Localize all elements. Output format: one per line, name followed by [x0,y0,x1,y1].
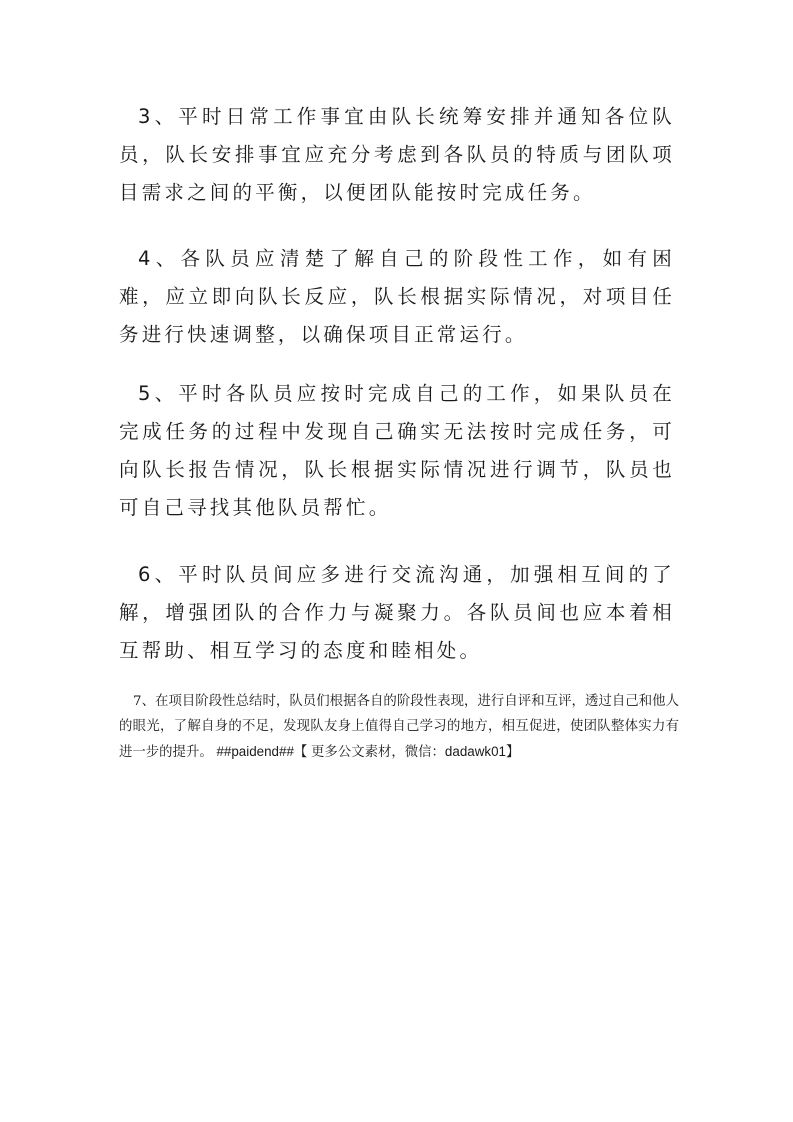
paragraph-item-4: 4、各队员应清楚了解自己的阶段性工作，如有困难，应立即向队长反应，队长根据实际情况，对项目任务进行快速调整，以确保项目正常运行。 [119,247,675,346]
paragraph-item-6: 6、平时队员间应多进行交流沟通，加强相互间的了解，增强团队的合作力与凝聚力。各队员间也应本着相互帮助、相互学习的态度和睦相处。 [119,563,675,662]
paidend-marker: ##paidend## [212,744,294,759]
paragraph-item-5: 5、平时各队员应按时完成自己的工作，如果队员在完成任务的过程中发现自己确实无法按时完成任务，可向队长报告情况，队长根据实际情况进行调节，队员也可自己寻找其他队员帮忙。 [119,382,675,519]
paragraph-item-7-text: 7、在项目阶段性总结时，队员们根据各自的阶段性表现，进行自评和互评，透过自己和他人的眼光，了解自身的不足，发现队友身上值得自己学习的地方，相互促进，使团队整体实力有进一步的提升。 [119,694,679,760]
promo-text: 【 更多公文素材，微信：dadawk01】 [293,744,520,759]
paragraph-item-7 [119,689,679,765]
paragraph-item-3: 3、平时日常工作事宜由队长统筹安排并通知各位队员，队长安排事宜应充分考虑到各队员的特质与团队项目需求之间的平衡，以便团队能按时完成任务。 [119,105,675,204]
